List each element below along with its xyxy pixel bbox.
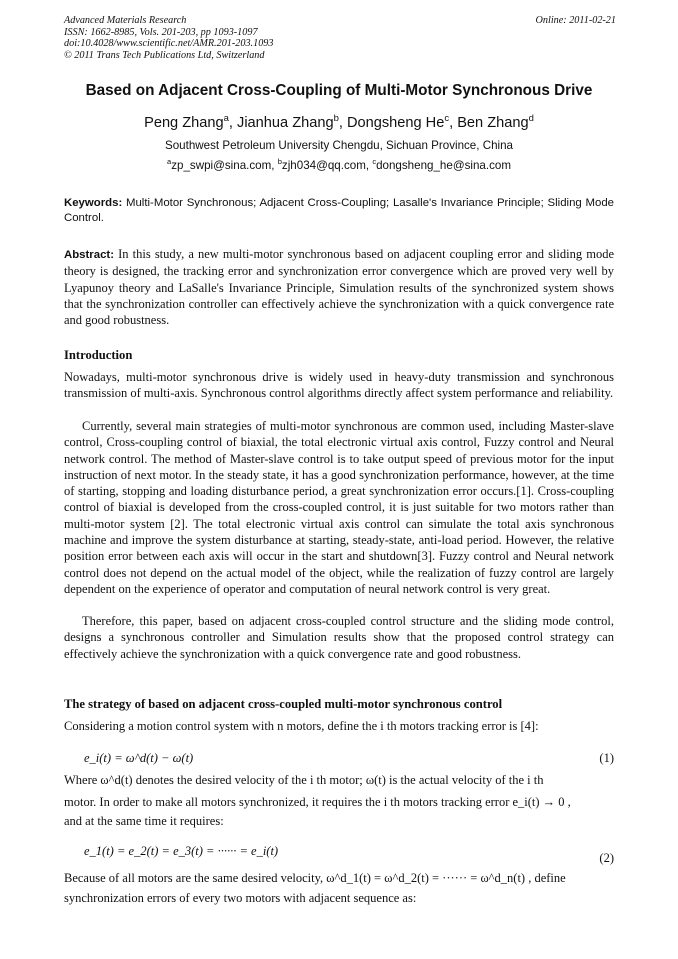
issn-line: ISSN: 1662-8985, Vols. 201-203, pp 1093-1097 [64, 26, 258, 38]
equation-1: e_i(t) = ω^d(t) − ω(t) [84, 751, 194, 765]
equation-2: e_1(t) = e_2(t) = e_3(t) = ······ = e_i(t) [84, 844, 279, 858]
author-sup: a [223, 113, 229, 125]
email-sup: a [167, 157, 172, 167]
paper-title: Based on Adjacent Cross-Coupling of Multi-Motor Synchronous Drive [85, 82, 593, 99]
copyright-line: © 2011 Trans Tech Publications Ltd, Switzerland [64, 49, 265, 61]
strategy-paragraph-2-line-3: and at the same time it requires: [64, 814, 224, 828]
email-address[interactable]: zp_swpi@sina.com, [171, 159, 278, 172]
author-sup: d [528, 113, 534, 125]
keywords-block [64, 196, 614, 225]
strategy-paragraph-3-line-2: synchronization errors of every two motors with adjacent sequence as: [64, 891, 417, 905]
email-address[interactable]: dongsheng_he@sina.com [376, 159, 511, 172]
author-sup: b [333, 113, 339, 125]
intro-paragraph-3: Therefore, this paper, based on adjacent cross-coupled control structure and the sliding mode control, designs a synchronous controller and Simulation results show that the proposed control strategy can effectively achieve the synchronization with a quick convergence rate and good robustness. [64, 614, 614, 661]
intro-paragraph-1: Nowadays, multi-motor synchronous drive is widely used in heavy-duty transmission and synchronous transmission of multi-axis. Synchronous control algorithms directly affect system performance and reliability. [64, 370, 614, 401]
author-sup: c [444, 113, 450, 125]
email-sup: c [372, 157, 377, 167]
doi-line: doi:10.4028/www.scientific.net/AMR.201-203.1093 [64, 38, 274, 50]
journal-name: Advanced Materials Research [64, 15, 187, 26]
email-sup: b [277, 157, 282, 167]
author-name: Peng Zhang [144, 115, 224, 131]
keywords-text: Multi-Motor Synchronous; Adjacent Cross-Coupling; Lasalle's Invariance Principle; Sliding Mode Control. [64, 197, 614, 224]
equation-2-number: (2) [599, 851, 614, 865]
author-sep: , [338, 115, 347, 131]
keywords-label: Keywords: [64, 197, 123, 209]
author-name: Dongsheng He [346, 115, 445, 131]
equation-1-number: (1) [599, 751, 614, 765]
section-heading-strategy: The strategy of based on adjacent cross-coupled multi-motor synchronous control [64, 697, 503, 711]
author-name: Jianhua Zhang [237, 115, 334, 131]
abstract-block [64, 246, 614, 328]
abstract-text: In this study, a new multi-motor synchronous based on adjacent coupling error and sliding mode theory is designed, the tracking error and synchronization error convergence which are proved very well by Lyapunoy theory and LaSalle's Invariance Principle, Simulation results of the synchronized system shows that the synchronization controller can effectively achieve the synchronization with a quick convergence rate and good robustness. [64, 247, 614, 328]
abstract-label: Abstract: [64, 249, 115, 261]
online-date: Online: 2011-02-21 [535, 15, 616, 26]
strategy-paragraph-2-line-1: Where ω^d(t) denotes the desired velocity of the i th motor; ω(t) is the actual velocity of the i th [64, 773, 544, 787]
strategy-paragraph-3-line-1: Because of all motors are the same desired velocity, ω^d_1(t) = ω^d_2(t) = ······ = ω^d_n(t) , define [64, 871, 566, 885]
email-address[interactable]: zjh034@qq.com, [281, 159, 373, 172]
intro-paragraph-2: Currently, several main strategies of multi-motor synchronous are common used, including Master-slave control, Cross-coupling control of biaxial, the total electronic virtual axis control, Fuzzy control and Neural network control. The method of Master-slave control is to take output speed of previous motor for the input instruction of next motor. In the steady state, it has a good synchronization performance, however, at the time of starting, stopping and loading disturbance period, a great synchronization error occurs.[1]. Cross-coupling control of biaxial is developed from the cross-coupled control, it is just suitable for two motors rather than multi-motor system [2]. The total electronic virtual axis control can simulate the total axis synchronous machine and improve the system disturbance at starting, steady-state, anti-load period. However, the relative position error between each axis will occur in the start and shutdown[3]. Fuzzy control and Neural network control does not depend on the actual model of the object, while the realization of fuzzy control are largely dependent on the experience of operator and computation of neural network control is very great. [64, 419, 614, 596]
section-heading-introduction: Introduction [64, 348, 133, 362]
strategy-paragraph-2-line-2: motor. In order to make all motors synchronized, it requires the i th motors tracking error e_i(t) → 0 , [64, 795, 571, 809]
author-sep: , [228, 115, 238, 131]
strategy-paragraph-1: Considering a motion control system with n motors, define the i th motors tracking error is [4]: [64, 719, 539, 733]
journal-header [64, 15, 616, 61]
author-sep: , [449, 115, 458, 131]
affiliation: Southwest Petroleum University Chengdu, Sichuan Province, China [165, 139, 513, 152]
author-name: Ben Zhang [457, 115, 529, 131]
email-list [0, 159, 678, 172]
author-list [0, 115, 678, 131]
